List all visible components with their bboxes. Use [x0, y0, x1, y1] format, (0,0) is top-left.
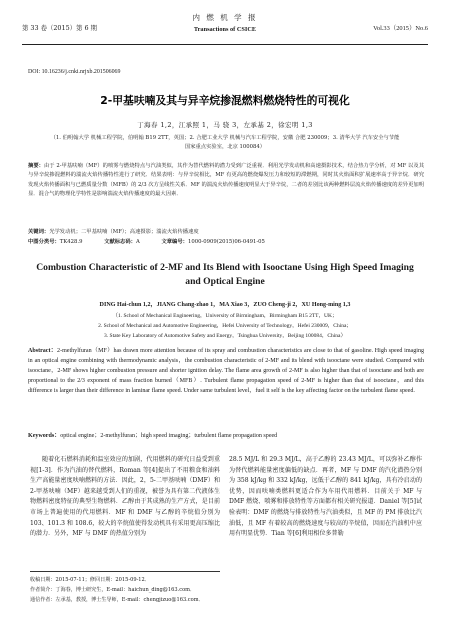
running-header [22, 10, 428, 44]
doc-code-label: 文献标志码： [104, 239, 136, 245]
title-en: Combustion Characteristic of 2-MF and Its Blend with Isooctane Using High Speed Imaging and Optical Engine [36, 262, 414, 287]
doc-code-value: A [135, 239, 140, 245]
footnote-rule [30, 571, 220, 572]
authors-en: DING Hai-chun 1,2，JIANG Chang-zhao 1，MA Xiao 3，ZUO Cheng-ji 2，XU Hong-ming 1,3 [99, 302, 351, 308]
classification-cn [28, 237, 285, 245]
clc-value: TK428.9 [59, 239, 83, 245]
journal-name [22, 12, 428, 33]
abstract-cn-text: 由于 2-甲基呋喃（MF）的喷雾与燃烧特点与汽油类似，其作为替代燃料的潜力受到广泛重视．利用光学发动机和高速摄影技术，结合热力学分析，对 MF 以及其与异辛烷掺混燃料的湍流火焰传播特性进行了研究．结果表明：与异辛烷相比，MF 有更高的燃烧爆发压力和较短的滞燃期，同时其火焰面积扩展速率高于异辛烷．研究发现火焰传播面积与已燃质量分数（MFB）的 2/3 次方呈线性关系．MF 的湍流火焰传播速度明显大于异辛烷，二者的差别比该两种燃料层流火焰传播速度的差异更加明显．混合气的物理化学特性是影响湍流火焰传播速度的最大因素． [28, 163, 424, 198]
clc-label: 中图分类号： [28, 239, 60, 245]
article-no-label: 文章编号： [161, 239, 188, 245]
abstract-en [28, 346, 424, 396]
body-paragraph: 随着化石燃料消耗和温室效应的加剧，代用燃料的研究日益受到重视[1-3]．作为汽油的替代燃料，Roman 等[4]提出了不用粮食和油料生产高能量密度呋喃燃料的方法．因此，2，5-二甲基呋喃（DMF）和 2-甲基呋喃（MF）越来越受到人们的重视，被誉为具有第二代液体生物燃料密度特征的典型生物燃料．乙醇由于其成熟的生产方式，是目前市场上普遍使用的代用燃料．MF 和 DMF 与乙醇的辛烷值分别为 103、101.3 和 108.6，较大的辛烷值使得发动机具有采用更高压缩比的潜力．另外，MF 与 DMF 的热值分别为 [30, 456, 220, 538]
header-rule [22, 44, 428, 45]
affiliation-en-1: （1. School of Mechanical Engineering，University of Birmingham，Birmingham B15 2TT，UK； [112, 313, 338, 319]
keywords-cn-text: 光学发动机；二甲基呋喃（MF）；高速摄影；湍流火焰传播速度 [49, 229, 199, 235]
abstract-en-label: Abstract： [28, 348, 58, 354]
body-column-left [30, 455, 220, 540]
journal-name-en: Transactions of CSICE [193, 26, 257, 33]
journal-name-cn: 内 燃 机 学 报 [192, 13, 258, 22]
keywords-cn-label: 关键词： [28, 229, 50, 235]
footnote-corresponding: 通信作者：左承基，教授，博士生导师，E-mail：chengjizuo@163.com． [30, 597, 204, 603]
abstract-en-text: 2-methylfuran（MF）has drawn more attention because of its spray and combustion characteristics are close to that of gasoline. High speed imaging in an optical engine combining with thermodynamic analysis，the combustion characteristic of 2-MF and its blend with isooctane were studied. Compared with isooctane，2-MF shows higher combustion pressure and shorter ignition delay. The flame area growth of 2-MF is also higher than that of isooctane and both are proportional to the 2/3 exponent of mass fraction burned（MFB）. Turbulent flame propagation speed of 2-MF is higher than that of isooctane，and this difference is larger than their difference in laminar flame speed. Under same turbulent level，fuel it self is the key affecting factor on the turbulent flame speed. [28, 348, 424, 395]
abstract-cn-label: 摘要： [28, 163, 44, 169]
affiliations-en [40, 312, 410, 341]
keywords-en-label: Keywords： [28, 433, 61, 439]
authors-cn: 丁海春 1,2，江承照 1，马 骁 3，左承基 2，徐宏明 1,3 [137, 121, 313, 129]
volume-issue-cn: 第 33 卷（2015）第 6 期 [22, 24, 97, 32]
body-column-right [229, 455, 422, 540]
affiliations-cn: （1. 伯明翰大学 机械工程学院，伯明翰 B19 2TT，英国；2. 合肥工业大学 机械与汽车工程学院，安徽 合肥 230009；3. 清华大学 汽车安全与节能国家重点实验室，北京 100084） [50, 135, 400, 151]
abstract-cn [28, 162, 424, 200]
doi: DOI: 10.16236/j.cnki.nrjxb.201506069 [28, 69, 121, 75]
footnote-received: 收稿日期：2015-07-11；修回日期：2015-09-12． [30, 577, 150, 583]
article-no-value: 1000-0909(2015)06-0491-05 [187, 239, 265, 245]
volume-issue-en: Vol.33（2015）No.6 [373, 25, 428, 32]
affiliation-en-2: 2. School of Mechanical and Automotive Engineering，Hefei University of Technology，Hefei 230009，China； [98, 322, 352, 329]
keywords-en [28, 430, 277, 439]
affiliation-en-3: 3. State Key Laboratory of Automotive Safety and Energy，Tsinghua University，Beijing 100084，China） [104, 332, 346, 339]
title-cn: 2-甲基呋喃及其与异辛烷掺混燃料燃烧特性的可视化 [100, 94, 350, 107]
body-paragraph: 28.5 MJ/L 和 29.3 MJ/L，高于乙醇的 23.43 MJ/L，可以弥补乙醇作为替代燃料能量密度偏低的缺点．再者，MF 与 DMF 的汽化潜热分别为 358 kJ/kg 和 332 kJ/kg，远低于乙醇的 841 kJ/kg，具有冷启动的优势，因而呋喃类燃料更适合作为车用代用燃料．目前关于 MF 与 DMF 燃烧、喷雾和排放特性等方面都有相关研究报道．Daniel 等[5]试验表明：DMF 的燃烧与排放特性与汽油类似，且 MF 的 PM 排放比汽油低，且 MF 有着较高的燃烧速度与较高的辛烷值，因而在汽油机中应用有明显优势．Tian 等[6]利用相位多普勒 [229, 456, 422, 538]
footnote-author: 作者简介：丁海春，博士研究生，E-mail：haichun_ding@163.com． [30, 587, 196, 593]
keywords-cn [28, 227, 199, 235]
keywords-en-text: optical engine；2-methylfuran；high speed imaging；turbulent flame propagation speed [60, 433, 278, 439]
